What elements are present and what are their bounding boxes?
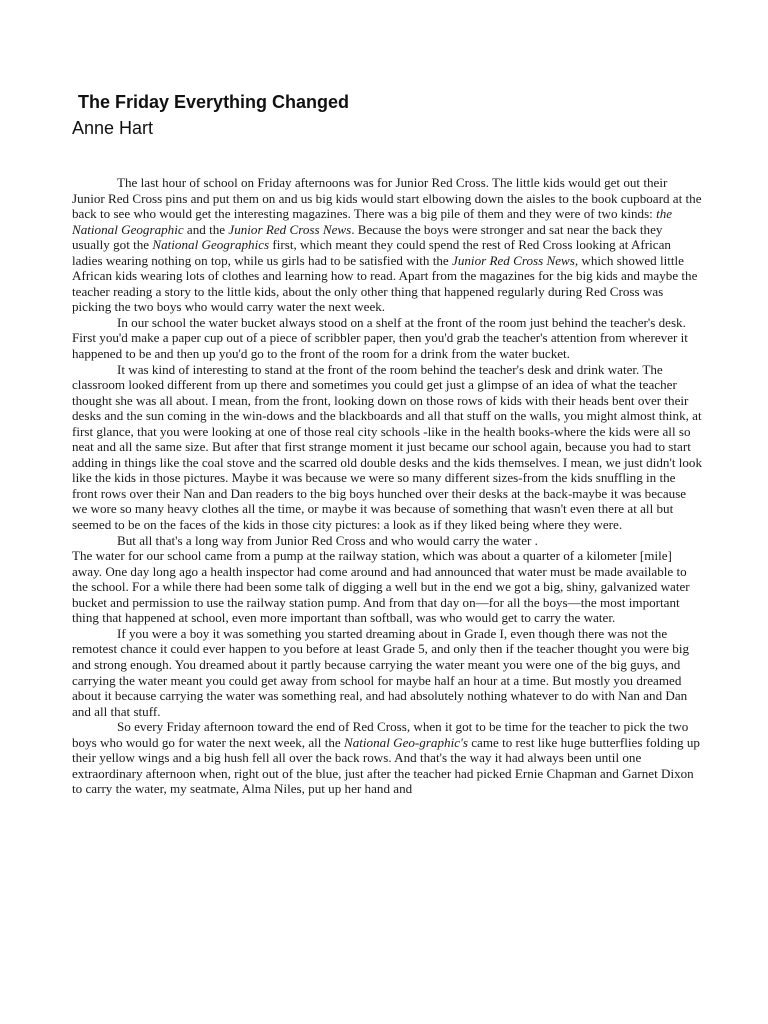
- story-paragraph: [72, 626, 702, 719]
- story-paragraph: [72, 362, 702, 533]
- story-paragraph: [72, 719, 702, 797]
- italic-title-text: National Geographics: [152, 237, 270, 253]
- story-paragraph: [72, 315, 702, 362]
- italic-title-text: Junior Red Cross News: [452, 252, 575, 268]
- paragraph-text: In our school the water bucket always stood on a shelf at the front of the room just behind the teacher's desk. First you'd make a paper cup out of a piece of scribbler paper, then you'd grab the teacher's attention from wherever it happened to be and then up you'd go to the front of the room for a drink from the water bucket.: [72, 314, 688, 362]
- paragraph-text: So every Friday afternoon toward the end of Red Cross, when it got to be time for the teacher to pick the two boys who would go for water the next week, all the: [72, 719, 689, 750]
- paragraph-text: But all that's a long way from Junior Red Cross and who would carry the water .: [117, 532, 538, 548]
- story-body: [72, 175, 702, 797]
- paragraph-text: came to rest like huge butterflies folding up their yellow wings and a big hush fell all over the back rows. And that's the way it had always been until one extraordinary afternoon when, right out of the blue, just after the teacher had picked Ernie Chapman and Garnet Dixon to carry the water, my seatmate, Alma Niles, put up her hand and: [72, 734, 700, 797]
- story-paragraph: [72, 175, 702, 315]
- paragraph-text: and the: [183, 221, 229, 237]
- paragraph-text: , which showed little African kids wearing lots of clothes and learning how to read. Apart from the magazines for the big kids and maybe the teacher reading a story to the little kids, about the only other thing that happened regularly during Red Cross was picking the two boys who would carry water the next week.: [72, 252, 698, 315]
- paragraph-text: . Because the boys were stronger and sat near the back they usually got the: [72, 221, 663, 253]
- paragraph-text: first, which meant they could spend the rest of Red Cross looking at African ladies wearing nothing on top, while us girls had to be satisfied with the: [72, 237, 671, 268]
- italic-title-text: Junior Red Cross News: [228, 221, 352, 237]
- paragraph-text: The water for our school came from a pump at the railway station, which was about a quarter of a kilometer [mile] away. One day long ago a health inspector had come around and had announced that water must be made available to the school. For a while there had been some talk of digging a well but in the end we got a big, shiny, galvanized water bucket and permission to use the railway station pump. And from that day on—for all the boys—the most important thing that happened at school, even more important than softball, was who would get to carry the water.: [72, 548, 690, 626]
- author-name: Anne Hart: [72, 118, 154, 138]
- paragraph-text: If you were a boy it was something you started dreaming about in Grade I, even though there was not the remotest chance it could ever happen to you before at least Grade 5, and only then if the teacher thought you were big and strong enough. You dreamed about it partly because carrying the water meant you were one of the big guys, and carrying the water meant you could get away from school for maybe half an hour at a time. But mostly you dreamed about it because carrying the water was something real, and had absolutely nothing whatever to do with Nan and Dan and all that stuff.: [72, 625, 689, 719]
- italic-title-text: National Geo-graphic's: [344, 734, 468, 750]
- story-paragraph: [72, 548, 702, 626]
- paragraph-text: It was kind of interesting to stand at the front of the room behind the teacher's desk and drink water. The classroom looked different from up there and sometimes you could get just a glimpse of an idea of what the teacher thought she was all about. I mean, from the front, looking down on those rows of kids with their heads bent over their desks and the sun coming in the win-dows and the blackboards and all that stuff on the walls, you might almost think, at first glance, that you were looking at one of those real city schools -like in the health books-where the kids were all so neat and all the same size. But after that first strange moment it just became our school again, because you had to start adding in things like the coal stove and the scarred old double desks and the kids themselves. I mean, we just didn't look like the kids in those pictures. Maybe it was because we were so many different sizes-from the kids snuffling in the front rows over their Nan and Dan readers to the big boys hunched over their desks at the back-maybe it was because we wore so many heavy clothes all the time, or maybe it was because of something that wasn't even there at all but seemed to be on the faces of the kids in those city pictures: a look as if they liked being where they were.: [72, 361, 703, 533]
- story-paragraph: [72, 533, 702, 549]
- story-title: The Friday Everything Changed: [78, 92, 350, 112]
- italic-title-text: the National Geographic: [72, 206, 673, 237]
- paragraph-text: The last hour of school on Friday afternoons was for Junior Red Cross. The little kids would get out their Junior Red Cross pins and put them on and us big kids would start elbowing down the aisles to the book cupboard at the back to see who would get the interesting magazines. There was a big pile of them and they were of two kinds:: [72, 175, 702, 222]
